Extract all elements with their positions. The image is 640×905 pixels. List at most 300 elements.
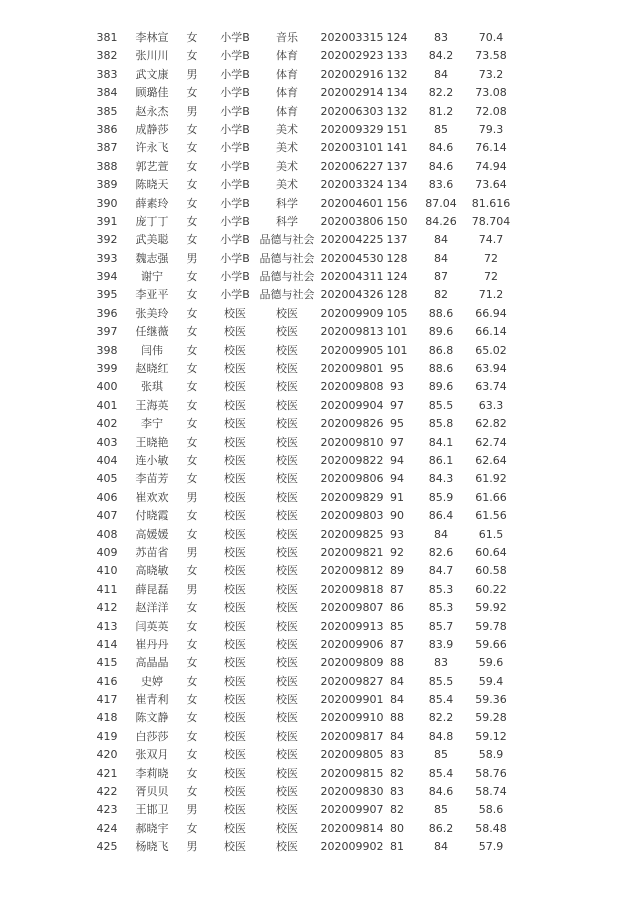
exam-id: 202009803 xyxy=(320,509,384,523)
written-score: 134 xyxy=(386,86,408,100)
subject: 美术 xyxy=(276,159,298,173)
interview-score: 86.2 xyxy=(428,821,454,835)
exam-id: 202009902 xyxy=(320,840,384,854)
subject: 品德与社会 xyxy=(259,288,315,302)
exam-id: 202009812 xyxy=(320,564,384,578)
total-score: 59.4 xyxy=(478,674,504,688)
gender: 女 xyxy=(186,601,198,615)
written-score: 82 xyxy=(390,766,404,780)
table-row xyxy=(0,507,640,525)
school-level: 校医 xyxy=(224,306,246,320)
row-number: 392 xyxy=(96,233,118,247)
table-row xyxy=(0,618,640,636)
subject: 校医 xyxy=(276,729,298,743)
candidate-name: 赵洋洋 xyxy=(135,601,169,615)
row-number: 419 xyxy=(96,729,118,743)
table-row xyxy=(0,415,640,433)
results-table xyxy=(0,29,640,857)
interview-score: 85 xyxy=(434,748,448,762)
table-row xyxy=(0,765,640,783)
total-score: 58.74 xyxy=(475,785,507,799)
school-level: 小学B xyxy=(220,67,250,81)
exam-id: 202009814 xyxy=(320,821,384,835)
interview-score: 88.6 xyxy=(428,362,454,376)
interview-score: 89.6 xyxy=(428,325,454,339)
school-level: 校医 xyxy=(224,766,246,780)
table-row xyxy=(0,84,640,102)
total-score: 73.64 xyxy=(475,178,507,192)
interview-score: 82 xyxy=(434,288,448,302)
table-row xyxy=(0,599,640,617)
total-score: 66.14 xyxy=(475,325,507,339)
school-level: 小学B xyxy=(220,288,250,302)
row-number: 400 xyxy=(96,380,118,394)
gender: 女 xyxy=(186,141,198,155)
gender: 女 xyxy=(186,729,198,743)
subject: 科学 xyxy=(276,196,298,210)
row-number: 385 xyxy=(96,104,118,118)
school-level: 校医 xyxy=(224,840,246,854)
total-score: 61.5 xyxy=(478,527,504,541)
exam-id: 202009905 xyxy=(320,343,384,357)
candidate-name: 王晓艳 xyxy=(135,435,169,449)
exam-id: 202004601 xyxy=(320,196,384,210)
exam-id: 202003324 xyxy=(320,178,384,192)
table-row xyxy=(0,838,640,856)
gender: 女 xyxy=(186,693,198,707)
row-number: 412 xyxy=(96,601,118,615)
school-level: 小学B xyxy=(220,104,250,118)
candidate-name: 李莉晓 xyxy=(135,766,169,780)
school-level: 校医 xyxy=(224,490,246,504)
total-score: 63.3 xyxy=(478,398,504,412)
subject: 音乐 xyxy=(276,31,298,44)
school-level: 小学B xyxy=(220,122,250,136)
gender: 女 xyxy=(186,619,198,633)
total-score: 58.6 xyxy=(478,803,504,817)
written-score: 82 xyxy=(390,803,404,817)
subject: 校医 xyxy=(276,637,298,651)
school-level: 校医 xyxy=(224,380,246,394)
school-level: 小学B xyxy=(220,49,250,63)
school-level: 校医 xyxy=(224,785,246,799)
written-score: 94 xyxy=(390,453,404,467)
table-row xyxy=(0,397,640,415)
subject: 校医 xyxy=(276,306,298,320)
row-number: 390 xyxy=(96,196,118,210)
candidate-name: 崔青利 xyxy=(135,693,169,707)
exam-id: 202009906 xyxy=(320,637,384,651)
interview-score: 85.4 xyxy=(428,693,454,707)
gender: 女 xyxy=(186,527,198,541)
gender: 女 xyxy=(186,159,198,173)
gender: 女 xyxy=(186,656,198,670)
written-score: 105 xyxy=(386,306,408,320)
gender: 女 xyxy=(186,637,198,651)
row-number: 405 xyxy=(96,472,118,486)
subject: 校医 xyxy=(276,711,298,725)
candidate-name: 高媛媛 xyxy=(135,527,169,541)
exam-id: 202006227 xyxy=(320,159,384,173)
exam-id: 202009830 xyxy=(320,785,384,799)
exam-id: 202009904 xyxy=(320,398,384,412)
exam-id: 202009805 xyxy=(320,748,384,762)
subject: 校医 xyxy=(276,619,298,633)
exam-id: 202009329 xyxy=(320,122,384,136)
interview-score: 86.4 xyxy=(428,509,454,523)
subject: 校医 xyxy=(276,674,298,688)
table-row xyxy=(0,581,640,599)
interview-score: 85.3 xyxy=(428,601,454,615)
interview-score: 85 xyxy=(434,803,448,817)
row-number: 409 xyxy=(96,545,118,559)
row-number: 403 xyxy=(96,435,118,449)
row-number: 413 xyxy=(96,619,118,633)
subject: 品德与社会 xyxy=(259,233,315,247)
table-row xyxy=(0,709,640,727)
candidate-name: 薛素玲 xyxy=(135,196,169,210)
exam-id: 202009825 xyxy=(320,527,384,541)
total-score: 58.76 xyxy=(475,766,507,780)
interview-score: 85.3 xyxy=(428,582,454,596)
table-row xyxy=(0,66,640,84)
interview-score: 84.26 xyxy=(425,214,457,228)
interview-score: 84.3 xyxy=(428,472,454,486)
exam-id: 202009901 xyxy=(320,693,384,707)
row-number: 420 xyxy=(96,748,118,762)
table-row xyxy=(0,378,640,396)
school-level: 校医 xyxy=(224,637,246,651)
row-number: 391 xyxy=(96,214,118,228)
school-level: 校医 xyxy=(224,748,246,762)
total-score: 61.92 xyxy=(475,472,507,486)
written-score: 83 xyxy=(390,785,404,799)
subject: 美术 xyxy=(276,178,298,192)
exam-id: 202002914 xyxy=(320,86,384,100)
subject: 校医 xyxy=(276,545,298,559)
written-score: 84 xyxy=(390,693,404,707)
row-number: 389 xyxy=(96,178,118,192)
subject: 校医 xyxy=(276,362,298,376)
candidate-name: 张双月 xyxy=(135,748,169,762)
school-level: 校医 xyxy=(224,417,246,431)
candidate-name: 郝晓宇 xyxy=(135,821,169,835)
candidate-name: 李苗芳 xyxy=(135,472,169,486)
candidate-name: 谢宁 xyxy=(141,270,163,284)
subject: 校医 xyxy=(276,398,298,412)
row-number: 418 xyxy=(96,711,118,725)
interview-score: 88.6 xyxy=(428,306,454,320)
total-score: 66.94 xyxy=(475,306,507,320)
gender: 女 xyxy=(186,380,198,394)
gender: 男 xyxy=(186,490,198,504)
subject: 校医 xyxy=(276,380,298,394)
table-row xyxy=(0,213,640,231)
school-level: 小学B xyxy=(220,141,250,155)
interview-score: 85.5 xyxy=(428,674,454,688)
table-row xyxy=(0,746,640,764)
interview-score: 82.6 xyxy=(428,545,454,559)
gender: 女 xyxy=(186,785,198,799)
school-level: 校医 xyxy=(224,601,246,615)
candidate-name: 闫英英 xyxy=(135,619,169,633)
gender: 男 xyxy=(186,840,198,854)
row-number: 383 xyxy=(96,67,118,81)
written-score: 150 xyxy=(386,214,408,228)
school-level: 校医 xyxy=(224,674,246,688)
exam-id: 202006303 xyxy=(320,104,384,118)
written-score: 86 xyxy=(390,601,404,615)
total-score: 62.82 xyxy=(475,417,507,431)
written-score: 89 xyxy=(390,564,404,578)
subject: 体育 xyxy=(276,67,298,81)
gender: 女 xyxy=(186,233,198,247)
candidate-name: 张琪 xyxy=(141,380,163,394)
exam-id: 202002923 xyxy=(320,49,384,63)
exam-id: 202009806 xyxy=(320,472,384,486)
table-row xyxy=(0,526,640,544)
candidate-name: 闫伟 xyxy=(141,343,163,357)
written-score: 151 xyxy=(386,122,408,136)
row-number: 381 xyxy=(96,31,118,44)
written-score: 95 xyxy=(390,417,404,431)
exam-id: 202009909 xyxy=(320,306,384,320)
written-score: 128 xyxy=(386,251,408,265)
exam-id: 202004326 xyxy=(320,288,384,302)
interview-score: 85.5 xyxy=(428,398,454,412)
subject: 体育 xyxy=(276,86,298,100)
interview-score: 82.2 xyxy=(428,86,454,100)
table-row xyxy=(0,158,640,176)
interview-score: 84.1 xyxy=(428,435,454,449)
row-number: 411 xyxy=(96,582,118,596)
school-level: 校医 xyxy=(224,325,246,339)
written-score: 133 xyxy=(386,49,408,63)
written-score: 124 xyxy=(386,31,408,44)
row-number: 393 xyxy=(96,251,118,265)
candidate-name: 成静莎 xyxy=(135,122,169,136)
total-score: 59.92 xyxy=(475,601,507,615)
total-score: 73.58 xyxy=(475,49,507,63)
candidate-name: 李林宣 xyxy=(135,31,169,44)
subject: 校医 xyxy=(276,785,298,799)
gender: 女 xyxy=(186,270,198,284)
written-score: 124 xyxy=(386,270,408,284)
written-score: 101 xyxy=(386,325,408,339)
gender: 女 xyxy=(186,453,198,467)
exam-id: 202003315 xyxy=(320,31,384,44)
gender: 女 xyxy=(186,214,198,228)
interview-score: 83 xyxy=(434,31,448,44)
candidate-name: 武美聪 xyxy=(135,233,169,247)
total-score: 78.704 xyxy=(471,214,511,228)
written-score: 132 xyxy=(386,104,408,118)
candidate-name: 赵永杰 xyxy=(135,104,169,118)
exam-id: 202003101 xyxy=(320,141,384,155)
written-score: 88 xyxy=(390,656,404,670)
candidate-name: 崔欢欢 xyxy=(135,490,169,504)
interview-score: 87 xyxy=(434,270,448,284)
gender: 女 xyxy=(186,362,198,376)
school-level: 校医 xyxy=(224,711,246,725)
total-score: 59.28 xyxy=(475,711,507,725)
interview-score: 85.8 xyxy=(428,417,454,431)
row-number: 423 xyxy=(96,803,118,817)
school-level: 校医 xyxy=(224,545,246,559)
total-score: 63.74 xyxy=(475,380,507,394)
gender: 女 xyxy=(186,49,198,63)
row-number: 417 xyxy=(96,693,118,707)
written-score: 81 xyxy=(390,840,404,854)
school-level: 校医 xyxy=(224,564,246,578)
exam-id: 202009808 xyxy=(320,380,384,394)
school-level: 小学B xyxy=(220,31,250,44)
gender: 女 xyxy=(186,122,198,136)
table-row xyxy=(0,452,640,470)
subject: 校医 xyxy=(276,527,298,541)
gender: 女 xyxy=(186,435,198,449)
exam-id: 202009810 xyxy=(320,435,384,449)
interview-score: 83.9 xyxy=(428,637,454,651)
candidate-name: 白莎莎 xyxy=(135,729,169,743)
total-score: 59.78 xyxy=(475,619,507,633)
total-score: 62.74 xyxy=(475,435,507,449)
interview-score: 84.6 xyxy=(428,159,454,173)
subject: 校医 xyxy=(276,821,298,835)
gender: 女 xyxy=(186,325,198,339)
subject: 校医 xyxy=(276,343,298,357)
exam-id: 202009829 xyxy=(320,490,384,504)
exam-id: 202009910 xyxy=(320,711,384,725)
subject: 校医 xyxy=(276,417,298,431)
written-score: 137 xyxy=(386,233,408,247)
written-score: 141 xyxy=(386,141,408,155)
subject: 校医 xyxy=(276,490,298,504)
school-level: 校医 xyxy=(224,821,246,835)
written-score: 134 xyxy=(386,178,408,192)
candidate-name: 胥贝贝 xyxy=(135,785,169,799)
table-row xyxy=(0,286,640,304)
written-score: 85 xyxy=(390,619,404,633)
school-level: 小学B xyxy=(220,178,250,192)
school-level: 校医 xyxy=(224,343,246,357)
interview-score: 85.9 xyxy=(428,490,454,504)
candidate-name: 王邯卫 xyxy=(135,803,169,817)
gender: 女 xyxy=(186,306,198,320)
row-number: 398 xyxy=(96,343,118,357)
candidate-name: 薛昆磊 xyxy=(135,582,169,596)
row-number: 416 xyxy=(96,674,118,688)
subject: 校医 xyxy=(276,766,298,780)
gender: 男 xyxy=(186,104,198,118)
subject: 校医 xyxy=(276,472,298,486)
row-number: 388 xyxy=(96,159,118,173)
school-level: 校医 xyxy=(224,656,246,670)
interview-score: 84 xyxy=(434,840,448,854)
candidate-name: 连小敏 xyxy=(135,453,169,467)
total-score: 72 xyxy=(484,251,498,265)
candidate-name: 陈晓天 xyxy=(135,178,169,192)
school-level: 校医 xyxy=(224,729,246,743)
written-score: 84 xyxy=(390,729,404,743)
written-score: 101 xyxy=(386,343,408,357)
school-level: 小学B xyxy=(220,233,250,247)
school-level: 小学B xyxy=(220,196,250,210)
gender: 女 xyxy=(186,711,198,725)
interview-score: 83 xyxy=(434,656,448,670)
interview-score: 84.6 xyxy=(428,785,454,799)
table-row xyxy=(0,801,640,819)
written-score: 92 xyxy=(390,545,404,559)
row-number: 424 xyxy=(96,821,118,835)
table-row xyxy=(0,691,640,709)
candidate-name: 魏志强 xyxy=(135,251,169,265)
gender: 男 xyxy=(186,251,198,265)
total-score: 72 xyxy=(484,270,498,284)
subject: 品德与社会 xyxy=(259,251,315,265)
exam-id: 202004225 xyxy=(320,233,384,247)
row-number: 408 xyxy=(96,527,118,541)
candidate-name: 高晶晶 xyxy=(135,656,169,670)
interview-score: 89.6 xyxy=(428,380,454,394)
written-score: 91 xyxy=(390,490,404,504)
total-score: 60.58 xyxy=(475,564,507,578)
gender: 男 xyxy=(186,545,198,559)
exam-id: 202009807 xyxy=(320,601,384,615)
row-number: 399 xyxy=(96,362,118,376)
row-number: 406 xyxy=(96,490,118,504)
row-number: 425 xyxy=(96,840,118,854)
written-score: 80 xyxy=(390,821,404,835)
school-level: 校医 xyxy=(224,803,246,817)
row-number: 387 xyxy=(96,141,118,155)
total-score: 73.08 xyxy=(475,86,507,100)
exam-id: 202009822 xyxy=(320,453,384,467)
subject: 校医 xyxy=(276,325,298,339)
table-row xyxy=(0,544,640,562)
candidate-name: 赵晓红 xyxy=(135,362,169,376)
total-score: 74.94 xyxy=(475,159,507,173)
table-row xyxy=(0,305,640,323)
interview-score: 84.2 xyxy=(428,49,454,63)
table-row xyxy=(0,434,640,452)
candidate-name: 陈文静 xyxy=(135,711,169,725)
table-row xyxy=(0,636,640,654)
table-row xyxy=(0,783,640,801)
table-row xyxy=(0,250,640,268)
exam-id: 202009907 xyxy=(320,803,384,817)
table-row xyxy=(0,29,640,47)
written-score: 94 xyxy=(390,472,404,486)
gender: 女 xyxy=(186,674,198,688)
interview-score: 81.2 xyxy=(428,104,454,118)
subject: 校医 xyxy=(276,803,298,817)
table-row xyxy=(0,562,640,580)
candidate-name: 苏苗省 xyxy=(135,545,169,559)
table-row xyxy=(0,231,640,249)
subject: 体育 xyxy=(276,104,298,118)
row-number: 421 xyxy=(96,766,118,780)
interview-score: 82.2 xyxy=(428,711,454,725)
candidate-name: 崔丹丹 xyxy=(135,637,169,651)
interview-score: 86.1 xyxy=(428,453,454,467)
total-score: 59.12 xyxy=(475,729,507,743)
candidate-name: 郭艺萱 xyxy=(135,159,169,173)
interview-score: 85.7 xyxy=(428,619,454,633)
table-row xyxy=(0,103,640,121)
total-score: 72.08 xyxy=(475,104,507,118)
row-number: 397 xyxy=(96,325,118,339)
